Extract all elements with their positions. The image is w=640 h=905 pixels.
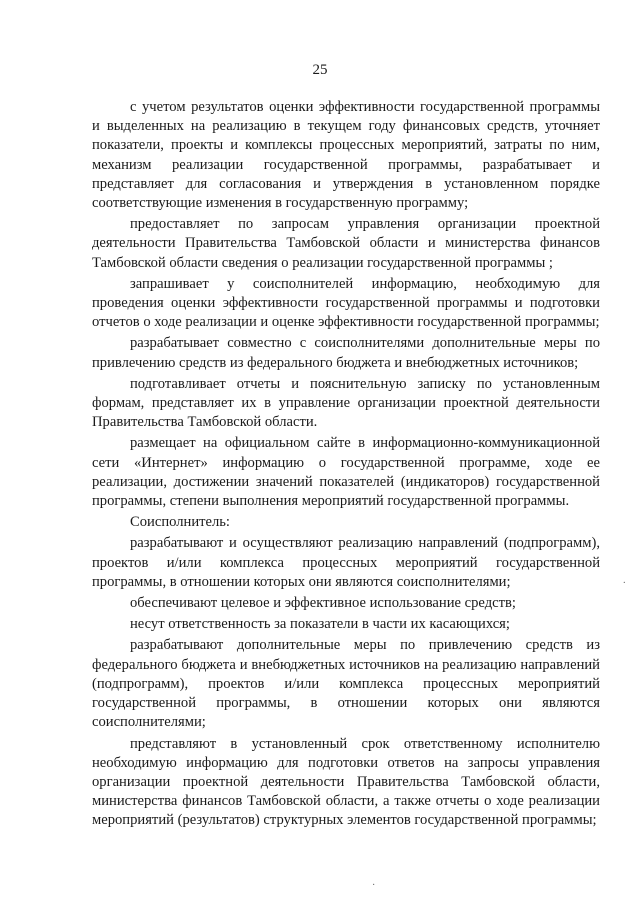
paragraph: представляют в установленный срок ответственному исполнителю необходимую информацию для подготовки ответов на запросы управления организации проектной деятельности Правительства Тамбовской области, министерства финансов Тамбовской области, а также отчеты о ходе реализации мероприятий (результатов) структурных элементов государственной программы;	[92, 735, 600, 829]
document-body	[92, 98, 600, 833]
paragraph: разрабатывают и осуществляют реализацию направлений (подпрограмм), проектов и/или комплекса процессных мероприятий государственной программы, в отношении которых они являются соисполнителями;	[92, 535, 600, 590]
paragraph: обеспечивают целевое и эффективное использование средств;	[130, 595, 516, 612]
scan-artifact-mark: ·	[372, 880, 376, 891]
paragraph: с учетом результатов оценки эффективности государственной программы и выделенных на реализацию в текущем году финансовых средств, уточняет показатели, проекты и комплексы процессных мероприятий, затраты по ним, механизм реализации государственной программы, разрабатывает и представляет для согласования и утверждения в установленном порядке соответствующие изменения в государственную программу;	[92, 99, 600, 212]
paragraph: размещает на официальном сайте в информационно-коммуникационной сети «Интернет» информацию о государственной программе, ходе ее реализации, достижении значений показателей (индикаторов) государственной программы, степени выполнения мероприятий государственной программы.	[92, 435, 600, 510]
paragraph: подготавливает отчеты и пояснительную записку по установленным формам, представляет их в управление организации проектной деятельности Правительства Тамбовской области.	[92, 375, 600, 431]
paragraph: предоставляет по запросам управления организации проектной деятельности Правительства Тамбовской области и министерства финансов Тамбовской области сведения о реализации государственной программы ;	[92, 216, 600, 271]
paragraph: запрашивает у соисполнителей информацию, необходимую для проведения оценки эффективности государственной программы и подготовки отчетов о ходе реализации и оценке эффективности государственной программы;	[92, 275, 600, 331]
scan-artifact-mark: ·	[622, 578, 626, 589]
section-heading: Соисполнитель:	[130, 514, 230, 531]
paragraph: несут ответственность за показатели в части их касающихся;	[130, 616, 510, 633]
page-number: 25	[312, 62, 328, 78]
paragraph: разрабатывают дополнительные меры по привлечению средств из федерального бюджета и внебюджетных источников на реализацию направлений (подпрограмм), проектов и/или комплекса процессных мероприятий государственной программы, в отношении которых они являются соисполнителями;	[92, 637, 600, 731]
paragraph: разрабатывает совместно с соисполнителями дополнительные меры по привлечению средств из федерального бюджета и внебюджетных источников;	[92, 335, 600, 371]
